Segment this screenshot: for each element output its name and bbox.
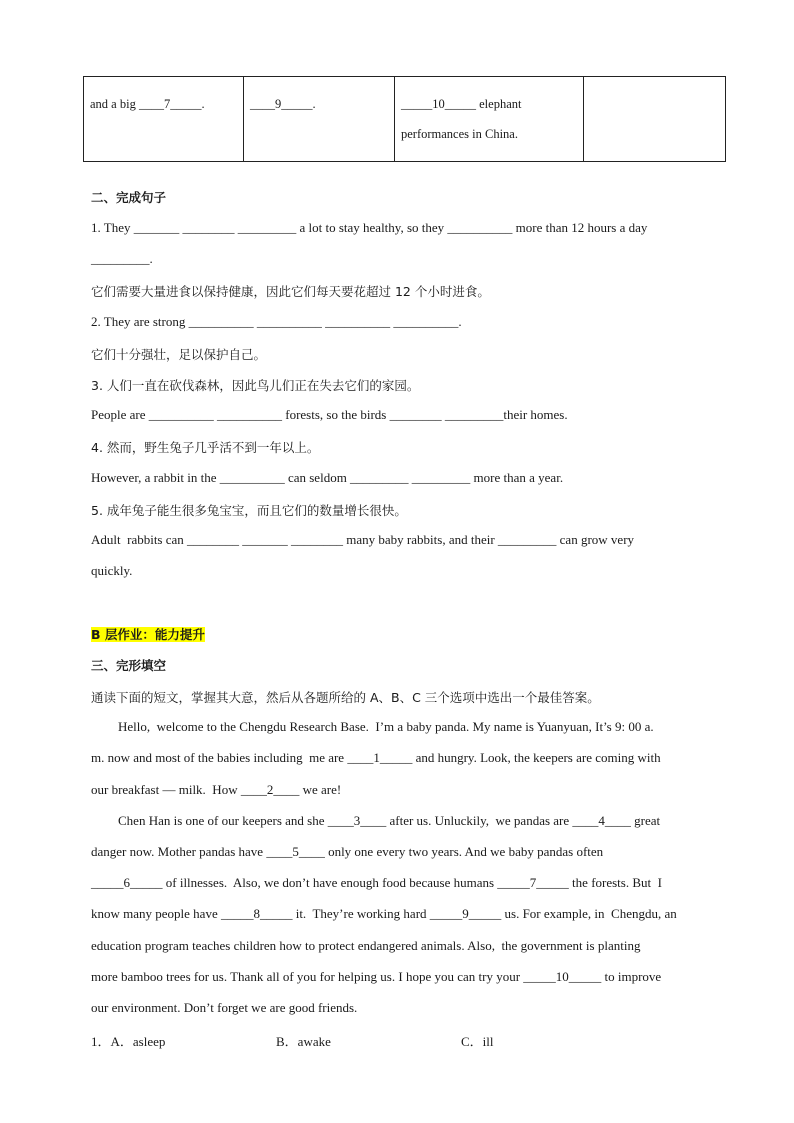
question-text: _________. bbox=[91, 251, 153, 266]
passage-line: our breakfast — milk. How ____2____ we are! bbox=[91, 782, 342, 797]
option-a: 1．A．asleep bbox=[91, 1034, 166, 1049]
section-heading: 三、完形填空 bbox=[91, 658, 167, 673]
passage-line: Chen Han is one of our keepers and she ____3____ after us. Unluckily, we pandas are ____4____ great bbox=[118, 813, 661, 828]
question-prompt: 3. 人们一直在砍伐森林，因此鸟儿们正在失去它们的家园。 bbox=[91, 378, 420, 393]
translation-text: 它们需要大量进食以保持健康，因此它们每天要花超过 12 个小时进食。 bbox=[91, 284, 490, 299]
answer-table bbox=[83, 76, 726, 162]
passage-line: _____6_____ of illnesses. Also, we don’t have enough food because humans _____7_____ the forests. But I bbox=[91, 875, 662, 890]
instruction-text: 通读下面的短文，掌握其大意，然后从各题所给的 A、B、C 三个选项中选出一个最佳答案。 bbox=[91, 690, 600, 705]
translation-text: 它们十分强壮，足以保护自己。 bbox=[91, 347, 267, 362]
question-text: People are __________ __________ forests, so the birds ________ _________their homes. bbox=[91, 407, 568, 422]
table-cell: ____9_____. bbox=[244, 77, 395, 162]
passage-line: know many people have _____8_____ it. They’re working hard _____9_____ us. For example, in Chengdu, an bbox=[91, 906, 677, 921]
passage-line: Hello, welcome to the Chengdu Research Base. I’m a baby panda. My name is Yuanyuan, It’s 9: 00 a. bbox=[118, 719, 654, 734]
passage-line: danger now. Mother pandas have ____5____ only one every two years. And we baby pandas often bbox=[91, 844, 604, 859]
section-heading: 二、完成句子 bbox=[91, 190, 167, 205]
table-cell: and a big ____7_____. bbox=[84, 77, 244, 162]
question-text: However, a rabbit in the __________ can seldom _________ _________ more than a year. bbox=[91, 470, 564, 485]
passage-line: more bamboo trees for us. Thank all of you for helping us. I hope you can try your _____10_____ to improve bbox=[91, 969, 662, 984]
passage-line: m. now and most of the babies including me are ____1_____ and hungry. Look, the keepers are coming with bbox=[91, 750, 661, 765]
question-text: 1. They _______ ________ _________ a lot to stay healthy, so they __________ more than 12 hours a day bbox=[91, 220, 648, 235]
table-cell: _____10_____ elephant performances in China. bbox=[395, 77, 584, 162]
passage-line: our environment. Don’t forget we are good friends. bbox=[91, 1000, 358, 1015]
option-b: B．awake bbox=[276, 1034, 331, 1049]
table-cell bbox=[584, 77, 726, 162]
question-prompt: 4. 然而，野生兔子几乎活不到一年以上。 bbox=[91, 440, 320, 455]
question-prompt: 5. 成年兔子能生很多兔宝宝，而且它们的数量增长很快。 bbox=[91, 503, 407, 518]
question-text: 2. They are strong __________ __________ __________ __________. bbox=[91, 314, 462, 329]
table-row bbox=[84, 77, 726, 162]
question-text: quickly. bbox=[91, 563, 133, 578]
question-text: Adult rabbits can ________ _______ ________ many baby rabbits, and their _________ can grow very bbox=[91, 532, 635, 547]
level-label: B 层作业：能力提升 bbox=[91, 627, 205, 642]
passage-line: education program teaches children how to protect endangered animals. Also, the government is planting bbox=[91, 938, 641, 953]
option-c: C．ill bbox=[461, 1034, 494, 1049]
